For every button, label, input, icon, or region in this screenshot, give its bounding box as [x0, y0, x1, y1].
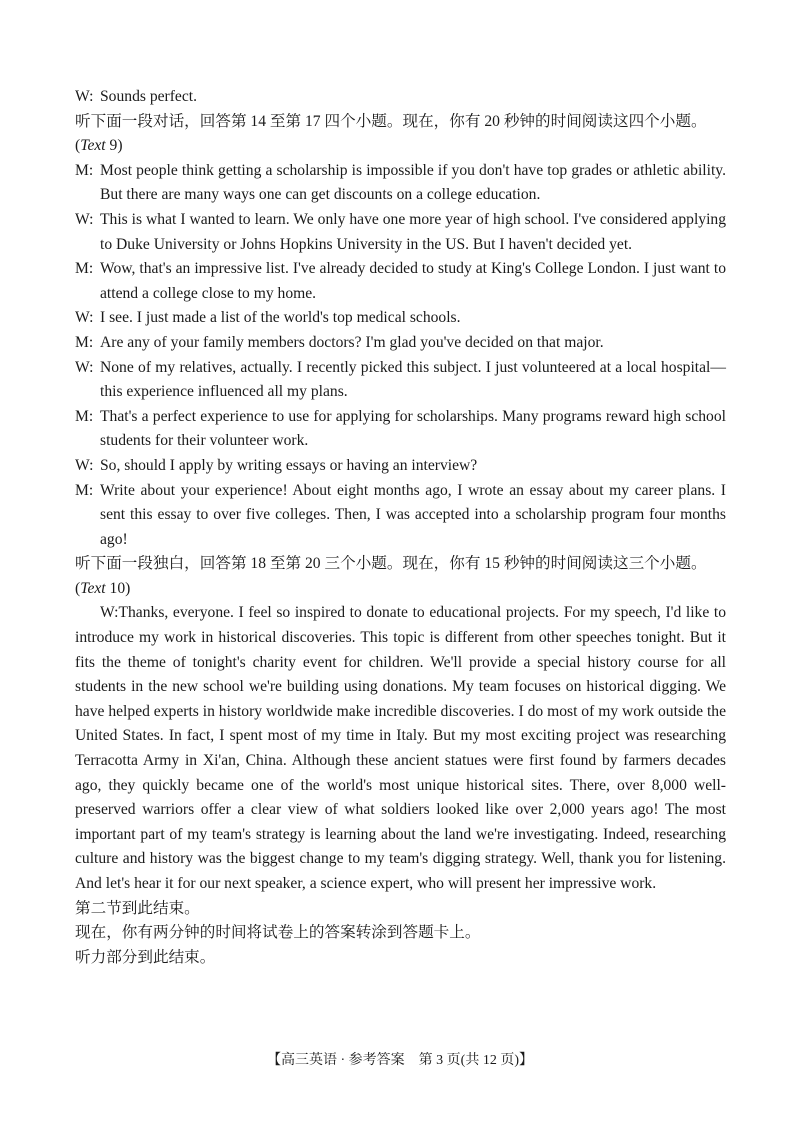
closing-line: 听力部分到此结束。 [75, 948, 216, 966]
monologue-paragraph [75, 601, 726, 896]
speaker-label: M: [75, 407, 94, 425]
speaker-label: M: [75, 260, 94, 278]
dialogue-text: Wow, that's an impressive list. I've already decided to study at King's College London. I just want to attend a college close to my home. [100, 260, 726, 302]
dialogue-line [75, 159, 726, 208]
dialogue-text-9 [75, 159, 726, 553]
dialogue-line [75, 306, 726, 331]
dialogue-line [75, 85, 726, 110]
label-word: Text [80, 137, 106, 155]
closing-line: 第二节到此结束。 [75, 899, 200, 917]
closing-line: 现在，你有两分钟的时间将试卷上的答案转涂到答题卡上。 [75, 924, 481, 942]
dialogue-line [75, 479, 726, 553]
label-word: Text [80, 579, 106, 597]
speaker-label: M: [75, 333, 94, 351]
label-paren: ( [75, 137, 81, 155]
dialogue-line [75, 405, 726, 454]
dialogue-line [75, 356, 726, 405]
dialogue-text: Sounds perfect. [100, 88, 198, 105]
page-footer: 【高三英语 · 参考答案 第 3 页(共 12 页)】 [267, 1053, 533, 1068]
monologue-text: Thanks, everyone. I feel so inspired to donate to educational projects. For my speech, I'd like to introduce my work in historical discoveries. This topic is different from other speeches tonight. But it fits the theme of tonight's charity event for children. We'll provide a special history course for all students in the new school we're building using donations. My team focuses on historical digging. We have helped experts in history worldwide make incredible discoveries. I do most of my work outside the United States. In fact, I spent most of my time in Italy. But my most exciting project was researching Terracotta Army in Xi'an, China. Although these ancient statues were first found by farmers decades ago, they quickly became one of the world's most unique historical sites. There, over 8,000 well-preserved warriors offer a clear view of what soldiers looked like over 2,000 years ago! The most important part of my team's strategy is learning about the land we're investigating. Indeed, researching culture and history was the biggest change to my team's digging strategy. Well, thank you for listening. And let's hear it for our next speaker, a science expert, who will present her impressive work. [75, 604, 726, 892]
dialogue-text: This is what I wanted to learn. We only have one more year of high school. I've considered applying to Duke University or Johns Hopkins University in the US. But I haven't decided yet. [100, 210, 726, 253]
dialogue-line [75, 331, 726, 356]
speaker-label: W: [75, 88, 94, 105]
speaker-label: W: [75, 210, 94, 228]
dialogue-text: I see. I just made a list of the world's top medical schools. [100, 309, 461, 327]
document-page [75, 85, 726, 970]
dialogue-line [75, 208, 726, 257]
dialogue-line [75, 257, 726, 306]
section-instruction: 听下面一段独白，回答第 18 至第 20 三个小题。现在，你有 15 秒钟的时间阅读这三个小题。 [75, 555, 707, 573]
dialogue-line [75, 454, 726, 479]
dialogue-text: Are any of your family members doctors? I'm glad you've decided on that major. [100, 333, 604, 351]
dialogue-text: Write about your experience! About eight months ago, I wrote an essay about my career plans. I sent this essay to over five colleges. Then, I was accepted into a scholarship program four months ago! [100, 481, 726, 548]
dialogue-text: Most people think getting a scholarship is impossible if you don't have top grades or athletic ability. But there are many ways one can get discounts on a college education. [100, 161, 726, 204]
label-number: 10) [105, 579, 131, 597]
section-instruction: 听下面一段对话，回答第 14 至第 17 四个小题。现在，你有 20 秒钟的时间阅读这四个小题。 [75, 112, 707, 130]
speaker-label: M: [75, 481, 94, 499]
speaker-label: W: [75, 358, 94, 376]
dialogue-text: None of my relatives, actually. I recently picked this subject. I just volunteered at a local hospital—this experience influenced all my plans. [100, 358, 726, 401]
speaker-label: W: [100, 604, 119, 622]
label-paren: ( [75, 579, 81, 597]
speaker-label: W: [75, 456, 94, 474]
dialogue-text: So, should I apply by writing essays or having an interview? [100, 456, 478, 474]
dialogue-text: That's a perfect experience to use for applying for scholarships. Many programs reward high school students for their volunteer work. [100, 407, 726, 450]
speaker-label: M: [75, 161, 94, 179]
speaker-label: W: [75, 309, 94, 327]
label-number: 9) [105, 137, 123, 155]
text-label [75, 134, 726, 159]
text-label [75, 577, 726, 602]
